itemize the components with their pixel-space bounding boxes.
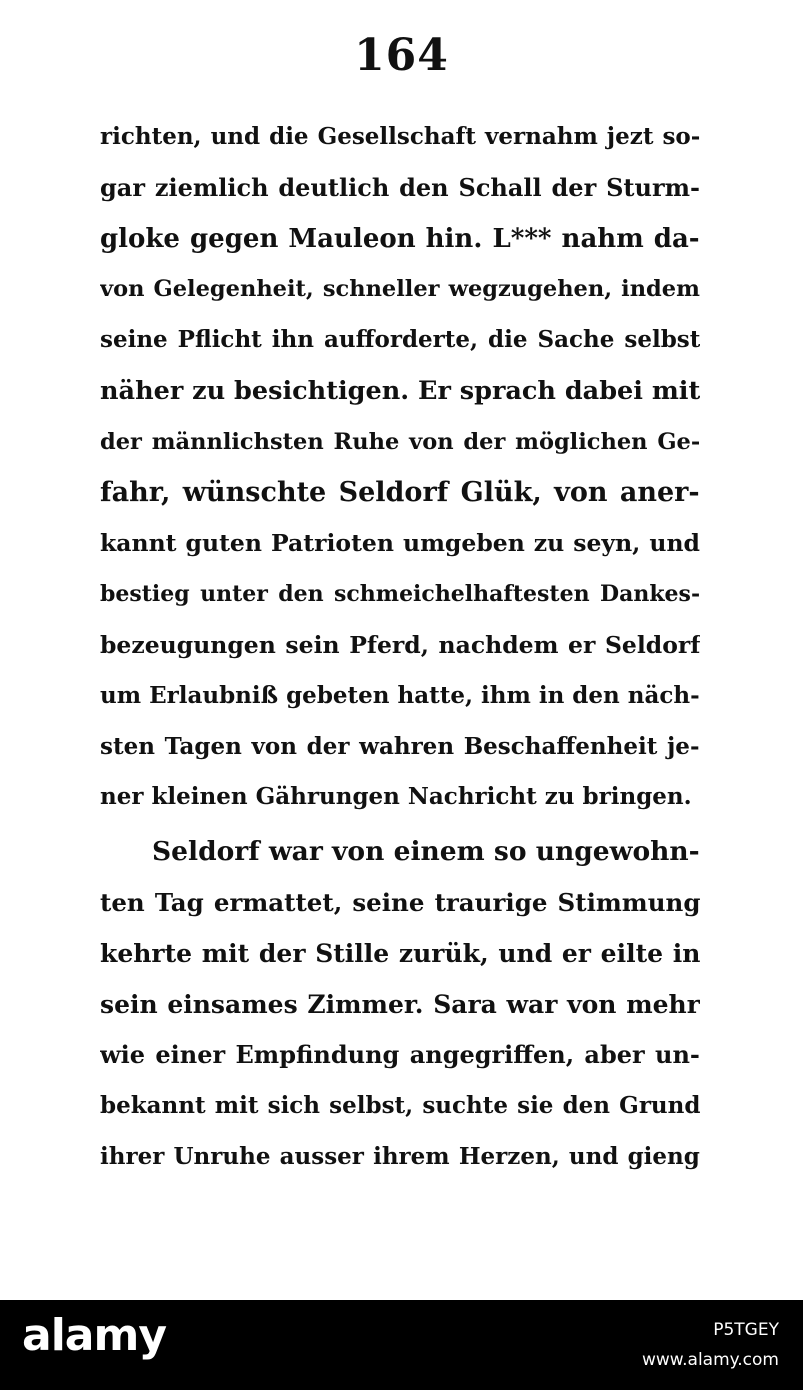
image-id: P5TGEY [713, 1320, 779, 1340]
text-line: gloke gegen Mauleon hin. L*** nahm da- [100, 223, 700, 254]
text-line: um Erlaubniß gebeten hatte, ihm in den näch- [100, 681, 700, 709]
text-line: ner kleinen Gährungen Nachricht zu bringen. [100, 783, 692, 811]
text-line: bestieg unter den schmeichelhaftesten Dankes- [100, 581, 700, 608]
text-line: bezeugungen sein Pferd, nachdem er Seldorf [100, 630, 700, 659]
alamy-logo: alamy [22, 1310, 166, 1361]
text-line: ten Tag ermattet, seine traurige Stimmung [100, 887, 700, 917]
text-line: kehrte mit der Stille zurük, und er eilte in [100, 938, 700, 968]
text-line: kannt guten Patrioten umgeben zu seyn, und [100, 529, 700, 558]
text-line: bekannt mit sich selbst, suchte sie den Grund [100, 1092, 700, 1120]
text-line: näher zu besichtigen. Er sprach dabei mit [100, 375, 700, 406]
text-line: wie einer Empfindung angegriffen, aber un- [100, 1040, 700, 1070]
text-line: seine Pflicht ihn aufforderte, die Sache selbst [100, 326, 700, 354]
text-line: sein einsames Zimmer. Sara war von mehr [100, 989, 700, 1019]
text-line: Seldorf war von einem so ungewohn- [152, 836, 700, 868]
page-number: 164 [354, 30, 449, 81]
site-url: www.alamy.com [641, 1350, 779, 1370]
text-line: der männlichsten Ruhe von der möglichen Ge- [100, 428, 700, 455]
text-line: von Gelegenheit, schneller wegzugehen, indem [100, 276, 700, 303]
text-line: gar ziemlich deutlich den Schall der Sturm- [100, 172, 700, 202]
text-line: sten Tagen von der wahren Beschaffenheit je- [100, 732, 700, 760]
body-text [100, 112, 700, 1183]
text-line: fahr, wünschte Seldorf Glük, von aner- [100, 476, 700, 508]
text-line: ihrer Unruhe ausser ihrem Herzen, und gieng [100, 1142, 700, 1170]
text-line: richten, und die Gesellschaft vernahm jezt so- [100, 123, 700, 150]
watermark-footer [0, 1300, 803, 1390]
